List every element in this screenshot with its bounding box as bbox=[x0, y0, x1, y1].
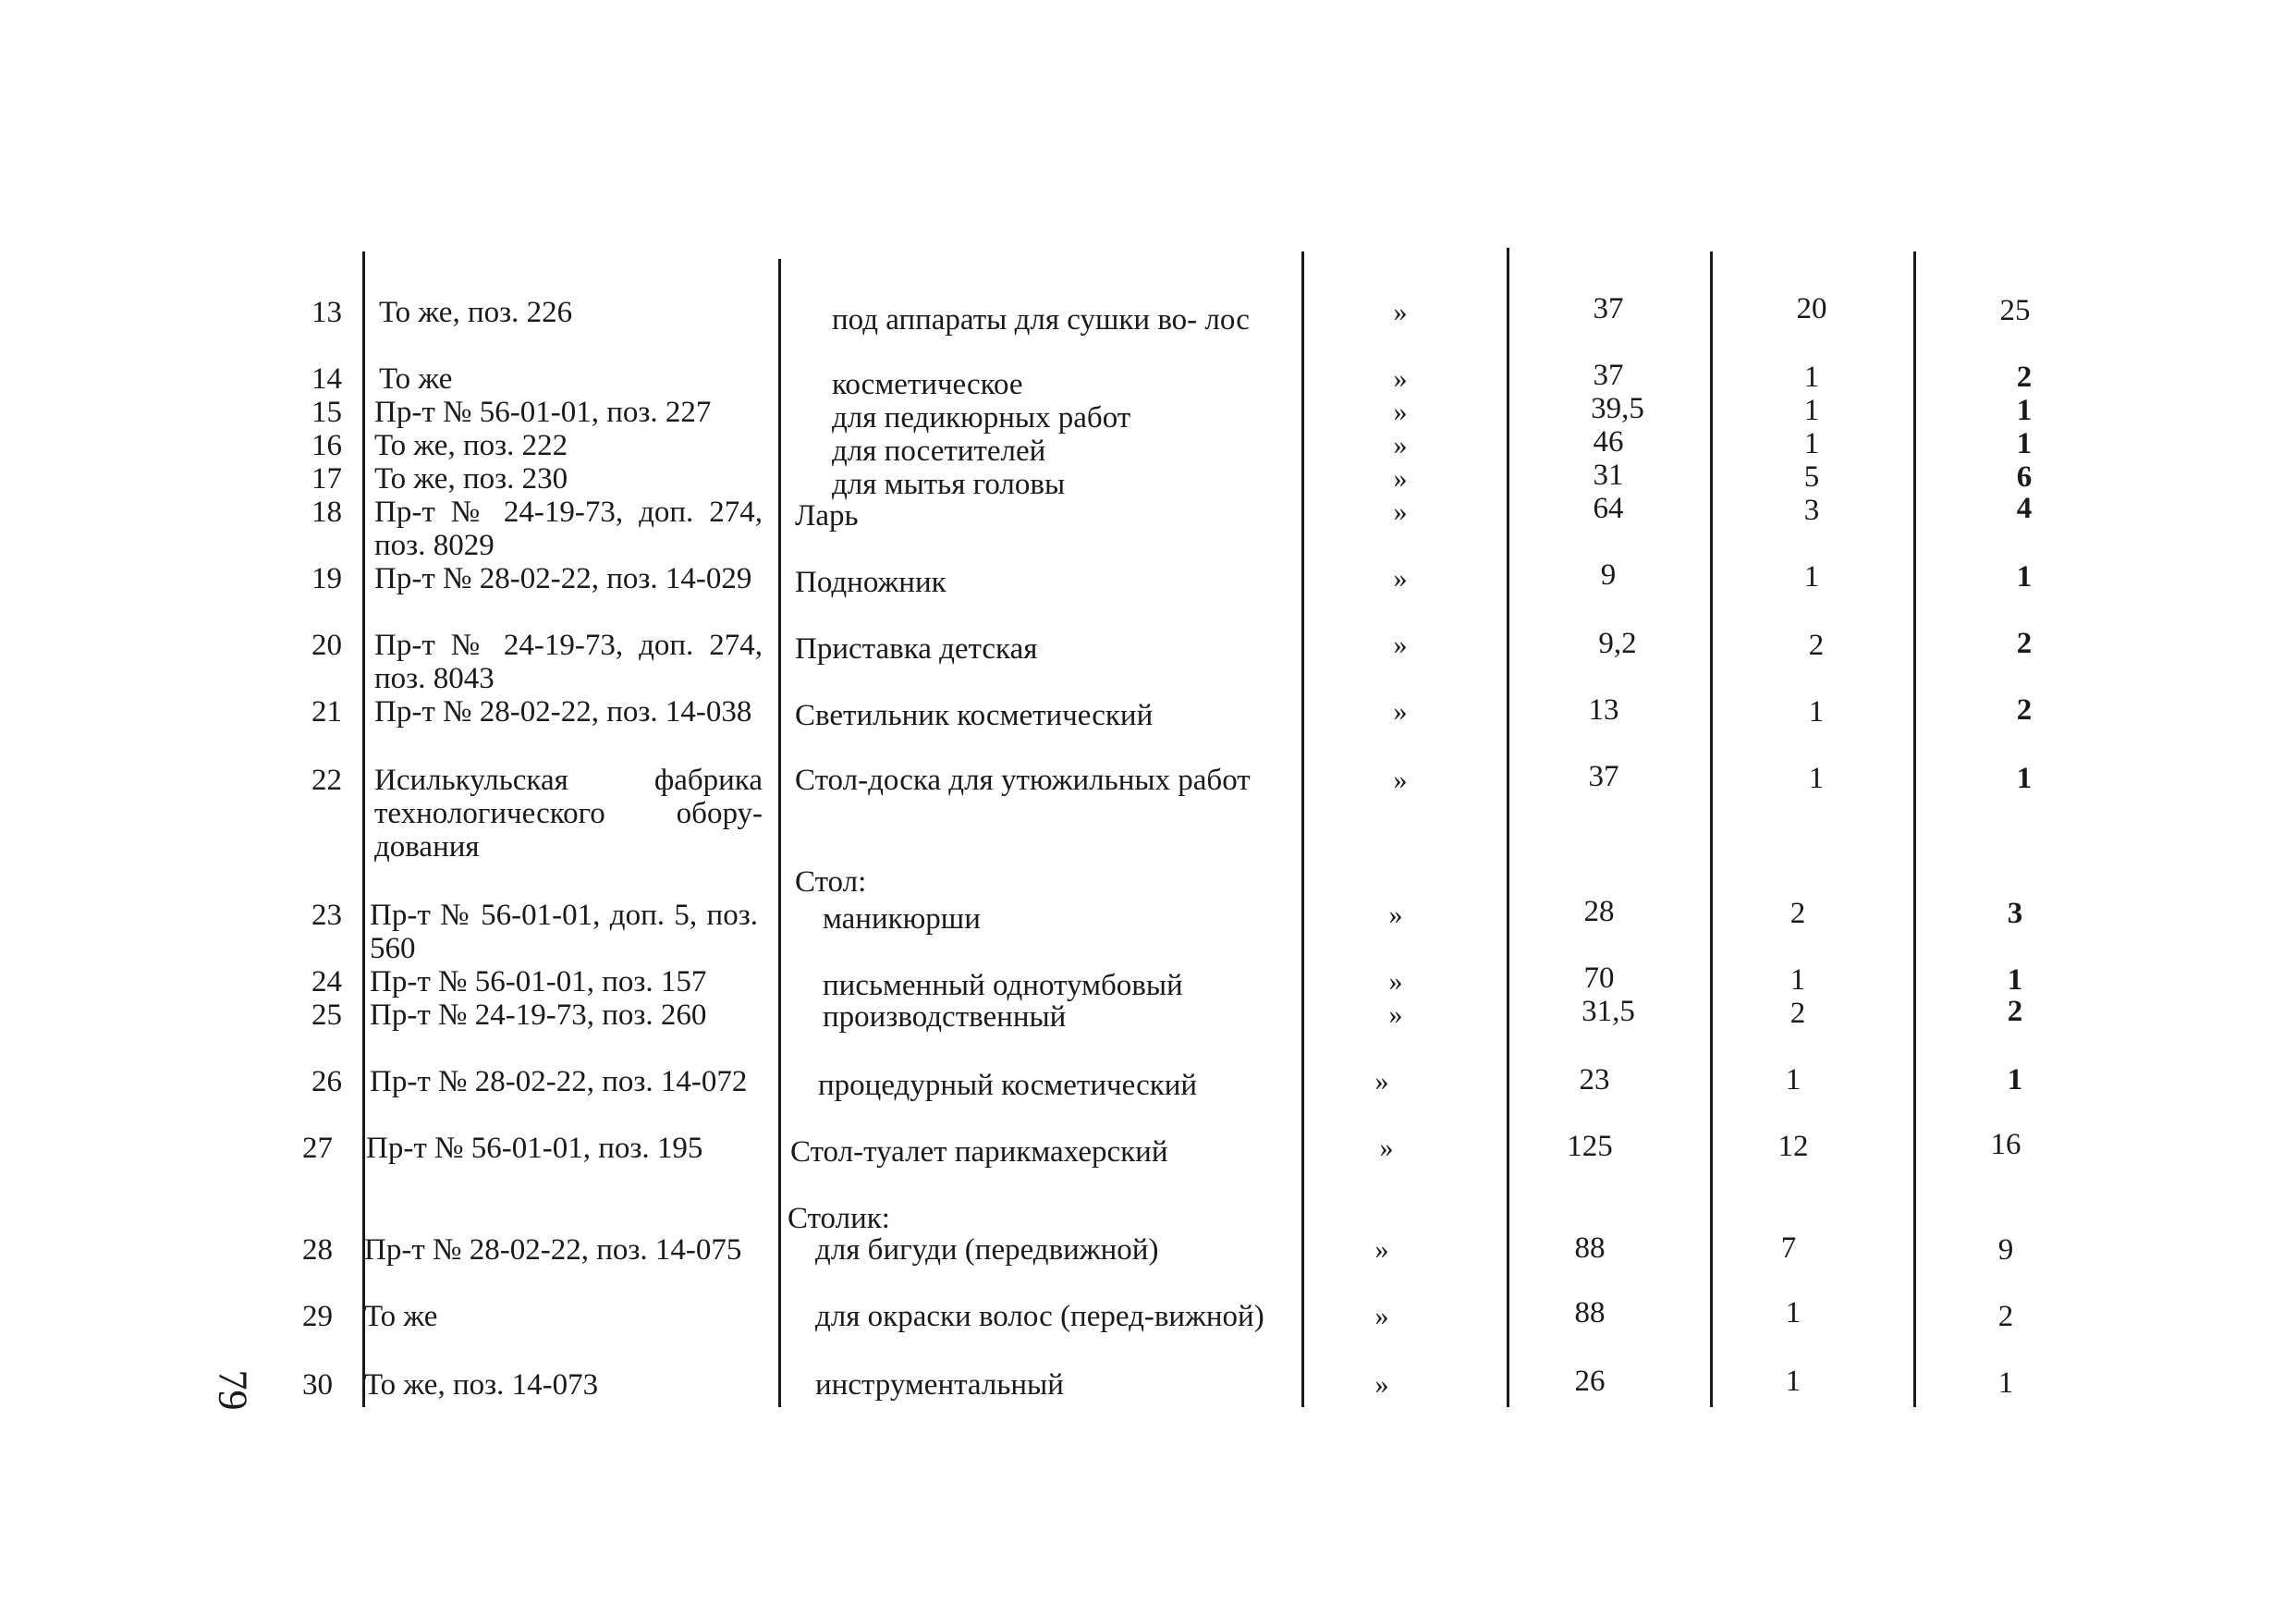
row-value-b: 2 bbox=[1789, 897, 1806, 930]
row-value-c: 1 bbox=[2016, 762, 2033, 795]
row-name-text: под аппараты для сушки во- лос bbox=[832, 303, 1250, 337]
row-value-b: 1 bbox=[1785, 1296, 1801, 1329]
row-value-b: 1 bbox=[1803, 427, 1820, 460]
row-name: процедурный косметический bbox=[818, 1069, 1198, 1102]
row-value-b: 2 bbox=[1789, 997, 1806, 1030]
row-value-c: 1 bbox=[2016, 394, 2033, 427]
row-number: 20 bbox=[311, 629, 342, 662]
row-number: 13 bbox=[311, 296, 342, 329]
group-heading: Столик: bbox=[788, 1202, 890, 1235]
page-number: 79 bbox=[210, 1369, 256, 1411]
column-rule bbox=[1913, 251, 1916, 1407]
row-unit: » bbox=[1393, 630, 1408, 660]
row-value-a: 13 bbox=[1588, 693, 1619, 727]
row-unit: » bbox=[1388, 999, 1403, 1030]
row-unit: » bbox=[1393, 696, 1408, 727]
row-value-a: 125 bbox=[1567, 1130, 1613, 1163]
row-value-b: 12 bbox=[1777, 1130, 1809, 1163]
row-number: 26 bbox=[311, 1065, 342, 1098]
row-name: для педикюрных работ bbox=[832, 401, 1131, 435]
row-value-b: 1 bbox=[1808, 762, 1825, 795]
row-name: Подножник bbox=[795, 566, 946, 599]
row-unit: » bbox=[1374, 1234, 1389, 1265]
row-value-b: 1 bbox=[1803, 394, 1820, 427]
row-value-b: 7 bbox=[1780, 1231, 1797, 1265]
row-value-b: 5 bbox=[1803, 460, 1820, 494]
row-number: 29 bbox=[302, 1300, 333, 1333]
row-number: 23 bbox=[311, 899, 342, 932]
row-value-a: 88 bbox=[1574, 1296, 1606, 1329]
row-name: производственный bbox=[823, 1000, 1067, 1034]
row-source: То же, поз. 222 bbox=[374, 429, 568, 462]
row-source: Пр-т № 56-01-01, поз. 157 bbox=[370, 965, 707, 998]
row-name: для окраски волос (перед-вижной) bbox=[815, 1300, 1264, 1333]
row-unit: » bbox=[1393, 463, 1408, 494]
row-name: письменный однотумбовый bbox=[823, 969, 1183, 1002]
row-value-b: 1 bbox=[1808, 695, 1825, 729]
row-number: 21 bbox=[311, 695, 342, 729]
row-value-b: 1 bbox=[1785, 1063, 1801, 1096]
row-value-c: 2 bbox=[1997, 1300, 2014, 1333]
row-name: Стол-доска для утюжильных работ bbox=[795, 764, 1251, 797]
row-unit: » bbox=[1393, 563, 1408, 594]
row-unit: » bbox=[1393, 430, 1408, 460]
row-name: косметическое bbox=[832, 368, 1023, 401]
row-source: Пр-т № 28-02-22, поз. 14-038 bbox=[374, 695, 752, 729]
row-number: 14 bbox=[311, 362, 342, 396]
row-value-a: 88 bbox=[1574, 1231, 1606, 1265]
row-name bbox=[832, 303, 1285, 337]
row-source: Пр-т № 28-02-22, поз. 14-075 bbox=[364, 1233, 742, 1267]
row-unit: » bbox=[1393, 765, 1408, 795]
row-value-a: 9,2 bbox=[1598, 627, 1637, 660]
row-value-a: 37 bbox=[1588, 760, 1619, 793]
group-heading: Стол: bbox=[795, 865, 867, 899]
column-rule bbox=[1507, 248, 1509, 1407]
row-value-a: 31 bbox=[1593, 459, 1624, 492]
row-name: маникюрши bbox=[823, 902, 981, 936]
row-value-c: 1 bbox=[1997, 1366, 2014, 1400]
row-source: Исилькульская фабрика технологического обору-дования bbox=[374, 764, 763, 864]
row-value-a: 46 bbox=[1593, 425, 1624, 459]
row-number: 25 bbox=[311, 998, 342, 1032]
row-value-c: 4 bbox=[2016, 492, 2033, 525]
row-source: Пр-т № 56-01-01, поз. 195 bbox=[366, 1132, 703, 1165]
row-value-b: 1 bbox=[1789, 963, 1806, 997]
row-number: 18 bbox=[311, 496, 342, 529]
row-value-b: 1 bbox=[1803, 560, 1820, 594]
row-unit: » bbox=[1374, 1301, 1389, 1331]
row-value-b: 3 bbox=[1803, 494, 1820, 527]
row-value-c: 25 bbox=[1999, 294, 2031, 327]
row-value-a: 37 bbox=[1593, 359, 1624, 392]
row-number: 28 bbox=[302, 1233, 333, 1267]
column-rule bbox=[778, 259, 781, 1407]
row-number: 30 bbox=[302, 1368, 333, 1402]
row-source: Пр-т № 24-19-73, поз. 260 bbox=[370, 998, 707, 1032]
row-value-c: 1 bbox=[2007, 963, 2023, 997]
row-number: 17 bbox=[311, 462, 342, 496]
row-number: 19 bbox=[311, 562, 342, 595]
row-source: Пр-т № 24-19-73, доп. 274, поз. 8029 bbox=[374, 496, 763, 562]
row-source: Пр-т № 28-02-22, поз. 14-072 bbox=[370, 1065, 748, 1098]
row-name: инструментальный bbox=[815, 1368, 1064, 1402]
row-source: То же bbox=[379, 362, 453, 396]
row-value-a: 28 bbox=[1583, 895, 1615, 928]
row-source: Пр-т № 28-02-22, поз. 14-029 bbox=[374, 562, 752, 595]
row-number: 15 bbox=[311, 396, 342, 429]
row-name: для посетителей bbox=[832, 435, 1046, 468]
row-value-c: 1 bbox=[2007, 1063, 2023, 1096]
row-name: Стол-туалет парикмахерский bbox=[790, 1135, 1168, 1169]
row-name: Ларь bbox=[795, 499, 859, 533]
row-value-c: 6 bbox=[2016, 460, 2033, 494]
row-value-c: 9 bbox=[1997, 1233, 2014, 1267]
row-source: То же bbox=[364, 1300, 438, 1333]
row-unit: » bbox=[1374, 1369, 1389, 1400]
row-source: То же, поз. 230 bbox=[374, 462, 568, 496]
row-unit: » bbox=[1388, 900, 1403, 930]
row-value-c: 2 bbox=[2016, 627, 2033, 660]
row-value-b: 1 bbox=[1803, 361, 1820, 394]
row-value-b: 1 bbox=[1785, 1365, 1801, 1398]
row-value-a: 9 bbox=[1600, 558, 1617, 592]
row-unit: » bbox=[1388, 966, 1403, 997]
row-source: Пр-т № 24-19-73, доп. 274, поз. 8043 bbox=[374, 629, 763, 695]
row-value-b: 2 bbox=[1808, 629, 1825, 662]
row-source: То же, поз. 14-073 bbox=[364, 1368, 599, 1402]
row-value-c: 2 bbox=[2016, 361, 2033, 394]
row-number: 24 bbox=[311, 965, 342, 998]
row-name: для бигуди (передвижной) bbox=[815, 1233, 1159, 1267]
row-unit: » bbox=[1393, 496, 1408, 527]
row-unit: » bbox=[1374, 1066, 1389, 1096]
row-value-a: 26 bbox=[1574, 1365, 1606, 1398]
row-number: 16 bbox=[311, 429, 342, 462]
row-value-a: 31,5 bbox=[1582, 995, 1635, 1028]
row-name: Светильник косметический bbox=[795, 699, 1154, 732]
row-value-a: 39,5 bbox=[1591, 392, 1644, 425]
row-source: Пр-т № 56-01-01, доп. 5, поз. 560 bbox=[370, 899, 758, 965]
row-value-b: 20 bbox=[1796, 292, 1827, 325]
row-number: 27 bbox=[302, 1132, 333, 1165]
row-value-a: 23 bbox=[1579, 1063, 1610, 1096]
row-unit: » bbox=[1379, 1133, 1394, 1163]
row-unit: » bbox=[1393, 363, 1408, 394]
row-value-a: 37 bbox=[1593, 292, 1624, 325]
row-value-c: 2 bbox=[2007, 995, 2023, 1028]
row-value-c: 3 bbox=[2007, 897, 2023, 930]
row-value-c: 1 bbox=[2016, 560, 2033, 594]
row-value-a: 70 bbox=[1583, 962, 1615, 995]
row-value-c: 2 bbox=[2016, 693, 2033, 727]
row-name: Приставка детская bbox=[795, 632, 1038, 666]
row-value-a: 64 bbox=[1593, 492, 1624, 525]
row-value-c: 16 bbox=[1990, 1128, 2021, 1161]
row-value-c: 1 bbox=[2016, 427, 2033, 460]
row-number: 22 bbox=[311, 764, 342, 797]
column-rule bbox=[1710, 251, 1713, 1407]
row-unit: » bbox=[1393, 297, 1408, 327]
row-source: То же, поз. 226 bbox=[379, 296, 573, 329]
row-source: Пр-т № 56-01-01, поз. 227 bbox=[374, 396, 712, 429]
row-unit: » bbox=[1393, 397, 1408, 427]
row-name: для мытья головы bbox=[832, 468, 1066, 501]
